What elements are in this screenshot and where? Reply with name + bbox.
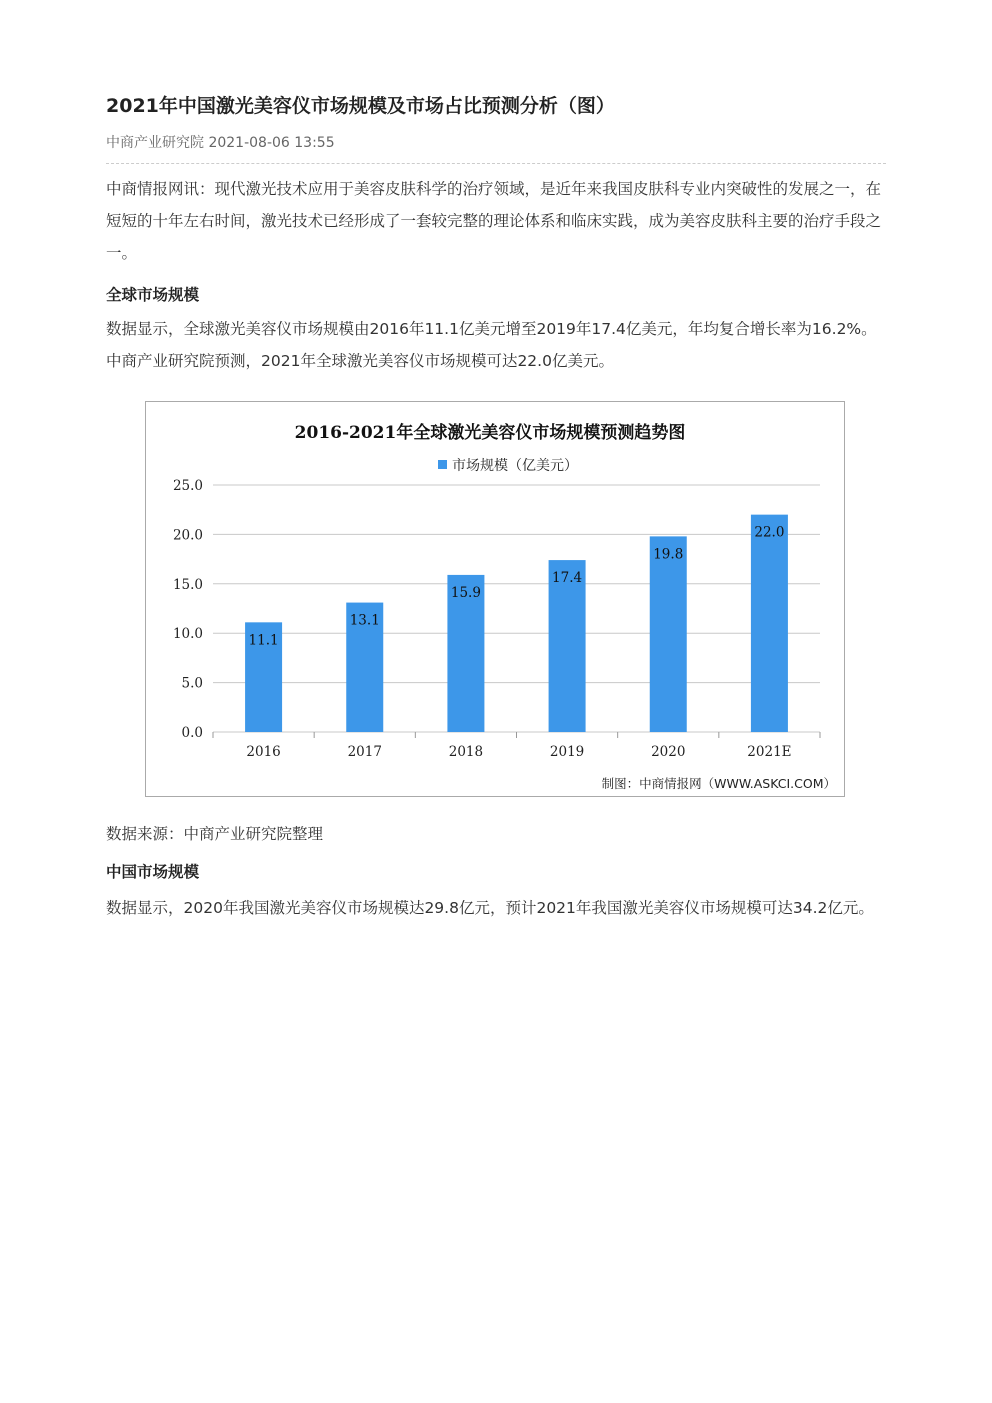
x-tick-label: 2021E	[747, 744, 792, 760]
article	[106, 88, 886, 377]
y-tick-label: 25.0	[172, 478, 203, 494]
bar-value-label: 11.1	[248, 632, 279, 649]
article-title: 2021年中国激光美容仪市场规模及市场占比预测分析（图）	[106, 95, 615, 117]
global-heading: 全球市场规模	[106, 286, 200, 304]
china-section	[106, 858, 886, 924]
chart-title: 2016-2021年全球激光美容仪市场规模预测趋势图	[294, 423, 686, 443]
intro-paragraph: 中商情报网讯：现代激光技术应用于美容皮肤科学的治疗领域，是近年来我国皮肤科专业内突破性的发展之一，在短短的十年左右时间，激光技术已经形成了一套较完整的理论体系和临床实践，成为美容皮肤科主要的治疗手段之一。	[106, 180, 882, 262]
china-heading: 中国市场规模	[106, 863, 200, 881]
y-tick-label: 5.0	[181, 675, 203, 692]
chart-canvas	[146, 402, 844, 796]
bar-value-label: 17.4	[552, 570, 583, 587]
legend-label: 市场规模（亿美元）	[452, 458, 578, 474]
x-tick-label: 2019	[549, 744, 585, 760]
x-tick-label: 2020	[651, 744, 686, 760]
x-tick-label: 2016	[246, 744, 281, 760]
x-tick-label: 2018	[448, 744, 484, 760]
bar-value-label: 19.8	[653, 546, 684, 563]
legend-swatch	[438, 460, 447, 469]
bar-value-label: 22.0	[754, 524, 785, 541]
y-tick-label: 20.0	[172, 527, 203, 544]
article-meta: 中商产业研究院 2021-08-06 13:55	[106, 135, 335, 151]
bar	[751, 515, 788, 732]
global-paragraph: 数据显示，全球激光美容仪市场规模由2016年11.1亿美元增至2019年17.4亿美元，年均复合增长率为16.2%。中商产业研究院预测，2021年全球激光美容仪市场规模可达22.0亿美元。	[106, 320, 877, 370]
chart-credit: 制图：中商情报网（WWW.ASKCI.COM）	[601, 776, 836, 791]
y-tick-label: 10.0	[172, 626, 203, 643]
bar	[650, 536, 687, 732]
y-tick-label: 0.0	[181, 725, 203, 741]
china-paragraph: 数据显示，2020年我国激光美容仪市场规模达29.8亿元，预计2021年我国激光美容仪市场规模可达34.2亿元。	[106, 899, 874, 917]
data-source: 数据来源：中商产业研究院整理	[106, 825, 324, 843]
bar-chart	[145, 401, 845, 797]
x-tick-label: 2017	[347, 744, 382, 760]
bar-value-label: 15.9	[450, 584, 481, 601]
bar-value-label: 13.1	[349, 612, 380, 629]
y-tick-label: 15.0	[172, 576, 203, 593]
divider	[106, 163, 886, 164]
